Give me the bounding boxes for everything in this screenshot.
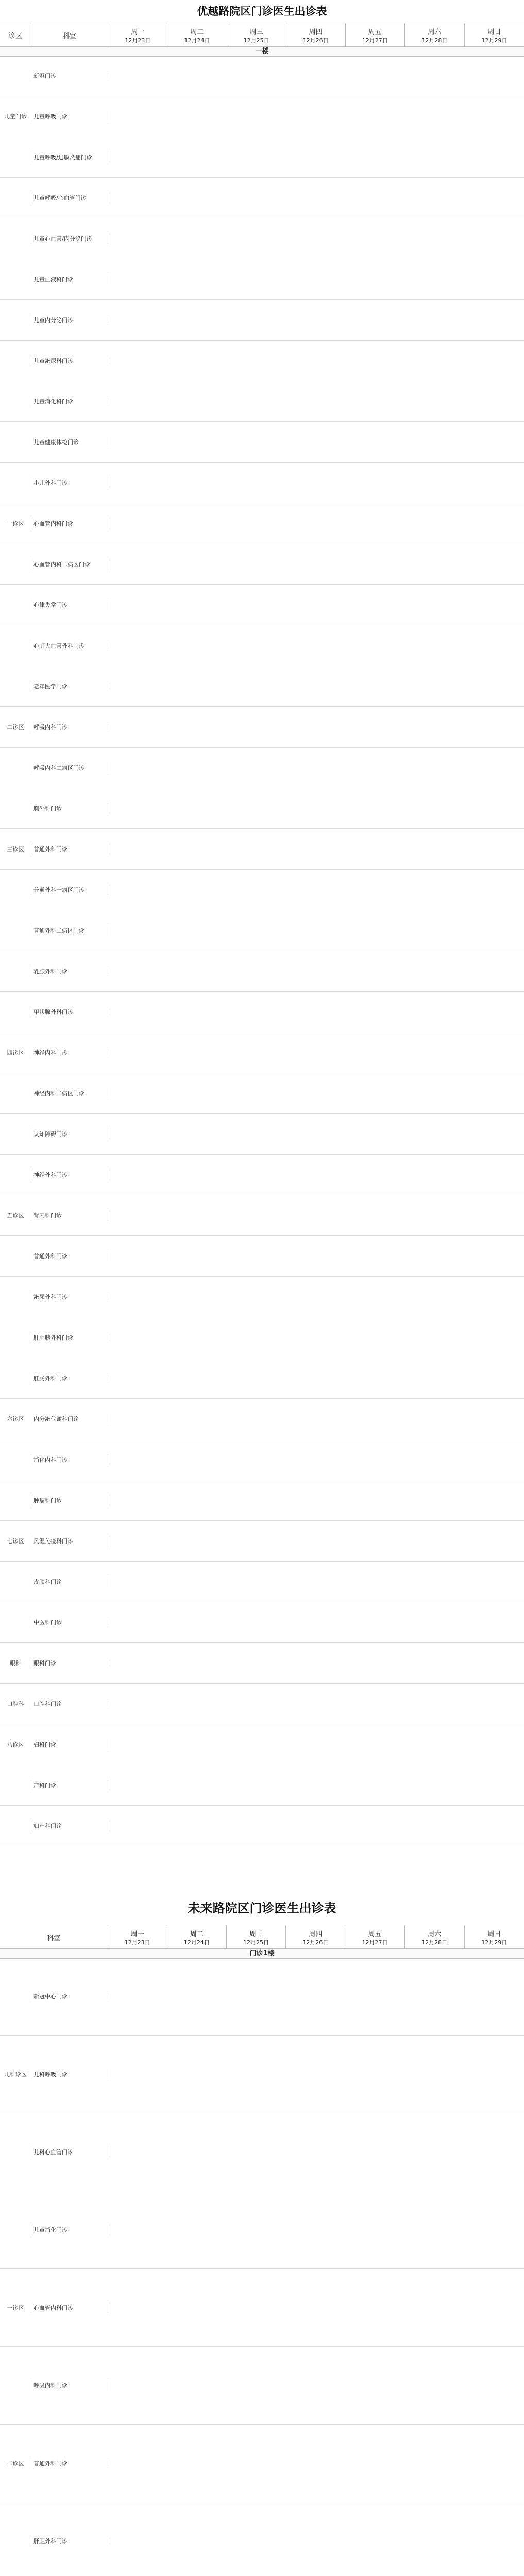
- schedule-sheet-2: [0, 1886, 524, 2576]
- day-header: [167, 23, 227, 47]
- table-row: [0, 503, 524, 544]
- table-row: [0, 218, 524, 259]
- table-row: [0, 2347, 524, 2425]
- table-row: [0, 2269, 524, 2347]
- table-row: [0, 544, 524, 585]
- table-row: [0, 870, 524, 910]
- day-header: [345, 1925, 404, 1949]
- dept-label: 呼吸内科二病区门诊: [31, 762, 108, 773]
- day-header: [227, 1925, 286, 1949]
- day-name: 周日: [487, 1930, 501, 1938]
- day-name: 周四: [309, 1930, 323, 1938]
- dept-label: 呼吸内科门诊: [31, 722, 108, 732]
- dept-label: 儿童消化科门诊: [31, 396, 108, 406]
- area-label: 三诊区: [7, 846, 24, 853]
- table-row: [0, 1562, 524, 1602]
- table-row: [0, 1114, 524, 1155]
- day-name: 周二: [190, 1930, 204, 1938]
- area-label: 二诊区: [7, 2460, 24, 2467]
- day-name: 周三: [249, 28, 263, 36]
- dept-label: 妇产科门诊: [31, 1821, 108, 1831]
- day-header: [227, 23, 286, 47]
- day-header: [465, 1925, 524, 1949]
- dept-label: 内分泌代谢科门诊: [31, 1414, 108, 1424]
- table-row: [0, 1195, 524, 1236]
- table-row: [0, 341, 524, 381]
- table-row: [0, 300, 524, 341]
- day-date: 12月29日: [481, 37, 508, 44]
- dept-label: 神经外科门诊: [31, 1170, 108, 1180]
- dept-label: 小儿外科门诊: [31, 478, 108, 488]
- dept-label: 呼吸内科门诊: [31, 2380, 108, 2391]
- dept-label: 心血管内科门诊: [31, 2302, 108, 2313]
- dept-label: 泌尿外科门诊: [31, 1292, 108, 1302]
- table-row: [0, 1521, 524, 1562]
- table-row: [0, 463, 524, 503]
- day-date: 12月28日: [421, 37, 448, 44]
- dept-label: 儿童消化门诊: [31, 2225, 108, 2235]
- sheet-1-rows: [0, 56, 524, 1846]
- table-row: [0, 96, 524, 137]
- table-row: [0, 829, 524, 870]
- table-row: [0, 910, 524, 951]
- day-date: 12月23日: [124, 1939, 150, 1946]
- day-date: 12月27日: [362, 37, 388, 44]
- day-header: [405, 23, 465, 47]
- table-row: [0, 1032, 524, 1073]
- day-name: 周一: [130, 1930, 144, 1938]
- dept-label: 儿童呼吸/心血管门诊: [31, 193, 108, 203]
- day-header: [346, 23, 405, 47]
- dept-label: 普通外科一病区门诊: [31, 885, 108, 895]
- day-name: 周二: [190, 28, 204, 36]
- dept-label: 肝胆胰外科门诊: [31, 1332, 108, 1343]
- dept-label: 老年医学门诊: [31, 681, 108, 691]
- table-row: [0, 748, 524, 788]
- dept-label: 神经内科二病区门诊: [31, 1088, 108, 1098]
- table-row: [0, 178, 524, 218]
- sheet-2-rows: [0, 1958, 524, 2576]
- table-row: [0, 2425, 524, 2502]
- dept-label: 肾内科门诊: [31, 1210, 108, 1221]
- dept-label: 新冠门诊: [31, 71, 108, 81]
- table-row: [0, 1684, 524, 1724]
- day-date: 12月23日: [125, 37, 151, 44]
- dept-label: 胸外科门诊: [31, 803, 108, 814]
- dept-label: 消化内科门诊: [31, 1454, 108, 1465]
- table-row: [0, 259, 524, 300]
- day-header: [465, 23, 524, 47]
- dept-label: 妇科门诊: [31, 1739, 108, 1750]
- area-label: 一诊区: [7, 520, 24, 527]
- dept-label: 神经内科门诊: [31, 1047, 108, 1058]
- dept-label: 心血管内科二病区门诊: [31, 559, 108, 569]
- dept-label: 心律失常门诊: [31, 600, 108, 610]
- area-label: 五诊区: [7, 1212, 24, 1219]
- day-name: 周一: [131, 28, 145, 36]
- table-row: [0, 1765, 524, 1806]
- dept-label: 心血管内科门诊: [31, 518, 108, 529]
- table-row: [0, 2113, 524, 2191]
- day-header: [108, 23, 167, 47]
- table-row: [0, 1358, 524, 1399]
- day-date: 12月24日: [183, 1939, 210, 1946]
- table-row: [0, 1643, 524, 1684]
- day-name: 周三: [249, 1930, 263, 1938]
- table-row: [0, 2191, 524, 2269]
- table-row: [0, 1602, 524, 1643]
- dept-label: 中医科门诊: [31, 1617, 108, 1628]
- area-label: 儿童门诊: [4, 113, 27, 120]
- day-date: 12月26日: [302, 1939, 329, 1946]
- table-row: [0, 1399, 524, 1439]
- area-label: 七诊区: [7, 1538, 24, 1545]
- dept-label: 肿瘤科门诊: [31, 1495, 108, 1505]
- dept-label: 风湿免疫科门诊: [31, 1536, 108, 1546]
- dept-label: 儿童血液科门诊: [31, 274, 108, 284]
- floor-label: 门诊1楼: [0, 1948, 524, 1959]
- day-header: [405, 1925, 465, 1949]
- sheet-2-title: 未来路院区门诊医生出诊表: [188, 1901, 336, 1916]
- dept-label: 新冠中心门诊: [31, 1991, 108, 2002]
- table-row: [0, 1277, 524, 1317]
- dept-label: 认知障碍门诊: [31, 1129, 108, 1139]
- table-row: [0, 951, 524, 992]
- area-label: 眼科: [10, 1660, 21, 1667]
- day-date: 12月25日: [243, 1939, 269, 1946]
- table-row: [0, 585, 524, 625]
- dept-label: 儿科心血管门诊: [31, 2147, 108, 2157]
- dept-header: 科室: [31, 23, 109, 47]
- day-header: [108, 1925, 167, 1949]
- dept-label: 甲状腺外科门诊: [31, 1007, 108, 1017]
- dept-label: 儿童泌尿科门诊: [31, 355, 108, 366]
- day-date: 12月28日: [421, 1939, 448, 1946]
- table-row: [0, 666, 524, 707]
- area-label: 口腔科: [7, 1701, 24, 1707]
- table-row: [0, 1439, 524, 1480]
- sheet-2-header: [0, 1925, 524, 1950]
- day-date: 12月26日: [302, 37, 329, 44]
- area-label: 八诊区: [7, 1741, 24, 1748]
- table-row: [0, 1480, 524, 1521]
- table-row: [0, 422, 524, 463]
- table-row: [0, 2502, 524, 2576]
- dept-label: 儿童内分泌门诊: [31, 315, 108, 325]
- table-row: [0, 1806, 524, 1846]
- dept-label: 普通外科门诊: [31, 2458, 108, 2468]
- area-label: 二诊区: [7, 724, 24, 731]
- area-label: 一诊区: [7, 2304, 24, 2311]
- dept-label: 肝胆外科门诊: [31, 2536, 108, 2546]
- dept-label: 普通外科门诊: [31, 1251, 108, 1261]
- day-name: 周四: [309, 28, 323, 36]
- dept-label: 儿童呼吸/过敏炎症门诊: [31, 152, 108, 162]
- area-label: 四诊区: [7, 1049, 24, 1056]
- day-date: 12月27日: [362, 1939, 388, 1946]
- day-date: 12月29日: [481, 1939, 508, 1946]
- dept-header: 科室: [0, 1925, 108, 1949]
- table-row: [0, 137, 524, 178]
- dept-label: 口腔科门诊: [31, 1699, 108, 1709]
- dept-label: 普通外科二病区门诊: [31, 925, 108, 936]
- table-row: [0, 2036, 524, 2113]
- day-name: 周五: [368, 28, 382, 36]
- dept-label: 皮肤科门诊: [31, 1577, 108, 1587]
- table-row: [0, 1236, 524, 1277]
- table-row: [0, 625, 524, 666]
- floor-label: 一楼: [0, 46, 524, 57]
- day-name: 周五: [368, 1930, 382, 1938]
- area-label: 六诊区: [7, 1416, 24, 1422]
- sheet-1-header: [0, 23, 524, 47]
- dept-label: 眼科门诊: [31, 1658, 108, 1668]
- dept-label: 乳腺外科门诊: [31, 966, 108, 976]
- sheet-1-title: 优越路院区门诊医生出诊表: [197, 5, 327, 18]
- table-row: [0, 1317, 524, 1358]
- dept-label: 产科门诊: [31, 1780, 108, 1790]
- dept-label: 心脏大血管外科门诊: [31, 640, 108, 651]
- day-name: 周六: [428, 1930, 442, 1938]
- table-row: [0, 992, 524, 1032]
- day-header: [286, 1925, 345, 1949]
- area-header: 诊区: [0, 23, 31, 47]
- dept-label: 普通外科门诊: [31, 844, 108, 854]
- table-row: [0, 56, 524, 96]
- day-date: 12月25日: [243, 37, 269, 44]
- table-row: [0, 707, 524, 748]
- table-row: [0, 1958, 524, 2036]
- dept-label: 儿童呼吸门诊: [31, 111, 108, 122]
- dept-label: 儿童心血管/内分泌门诊: [31, 233, 108, 244]
- dept-label: 儿童健康体检门诊: [31, 437, 108, 447]
- table-row: [0, 381, 524, 422]
- table-row: [0, 1724, 524, 1765]
- area-label: 儿科诊区: [4, 2071, 27, 2078]
- table-row: [0, 1073, 524, 1114]
- table-row: [0, 1155, 524, 1195]
- day-name: 周日: [487, 28, 501, 36]
- day-header: [167, 1925, 227, 1949]
- table-row: [0, 788, 524, 829]
- dept-label: 儿科呼吸门诊: [31, 2069, 108, 2079]
- day-header: [286, 23, 346, 47]
- day-name: 周六: [428, 28, 442, 36]
- dept-label: 肛肠外科门诊: [31, 1373, 108, 1383]
- day-date: 12月24日: [184, 37, 210, 44]
